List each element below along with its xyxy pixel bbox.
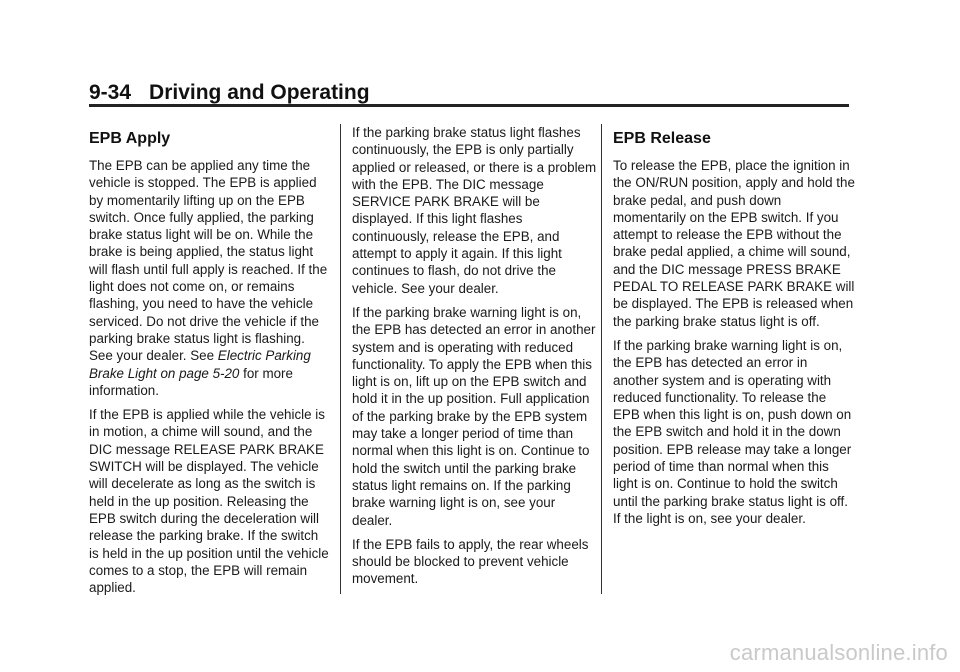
paragraph xyxy=(89,157,331,399)
column-divider xyxy=(601,124,602,594)
page-header xyxy=(89,80,849,106)
paragraph: If the parking brake warning light is on, the EPB has detected an error in another system and is operating with reduced functionality. To apply the EPB when this light is on, lift up on the EPB switch and hold it in the up position. Full application of the parking brake by the EPB system may take a longer period of time than normal when this light is on. Continue to hold the switch until the parking brake status light remains on. If the parking brake warning light is on, see your dealer. xyxy=(352,304,596,528)
page-number: 9-34 xyxy=(89,81,132,104)
paragraph: If the EPB fails to apply, the rear wheels should be blocked to prevent vehicle movement. xyxy=(352,536,589,587)
header-rule xyxy=(89,104,849,107)
watermark: carmanualsonline.info xyxy=(729,640,948,665)
column-3 xyxy=(613,124,855,534)
paragraph: If the parking brake status light flashes continuously, the EPB is only partially applied or released, or there is a problem with the EPB. The DIC message SERVICE PARK BRAKE will be displayed. If this light flashes continuously, release the EPB, and attempt to apply it again. If this light continues to flash, do not drive the vehicle. See your dealer. xyxy=(352,125,597,296)
paragraph: To release the EPB, place the ignition in the ON/RUN position, apply and hold the brake pedal, and push down momentarily on the EPB switch. If you attempt to release the EPB without the brake pedal applied, a chime will sound, and the DIC message PRESS BRAKE PEDAL TO RELEASE PARK BRAKE will be displayed. The EPB is released when the parking brake status light is off. xyxy=(613,158,855,329)
paragraph: If the EPB is applied while the vehicle is in motion, a chime will sound, and the DIC message RELEASE PARK BRAKE SWITCH will be displayed. The vehicle will decelerate as long as the switch is held in the up position. Releasing the EPB switch during the deceleration will release the parking brake. If the switch is held in the up position until the vehicle comes to a stop, the EPB will remain applied. xyxy=(89,407,329,596)
column-1 xyxy=(89,124,331,603)
column-2 xyxy=(352,124,598,595)
paragraph-text: The EPB can be applied any time the vehicle is stopped. The EPB is applied by momentarily lifting up on the EPB switch. Once fully applied, the parking brake status light will be on. While the brake is being applied, the status light will flash until full apply is reached. If the light does not come on, or remains flashing, you need to have the vehicle serviced. Do not drive the vehicle if the parking brake status light is flashing. See your dealer. See xyxy=(89,158,328,364)
section-heading-epb-release: EPB Release xyxy=(613,130,711,147)
column-divider xyxy=(340,124,341,594)
paragraph: If the parking brake warning light is on, the EPB has detected an error in another system and is operating with reduced functionality. To release the EPB when this light is on, push down on the EPB switch and hold it in the down position. EPB release may take a longer period of time than normal when this light is on. Continue to hold the switch until the parking brake status light is off. If the light is on, see your dealer. xyxy=(613,337,852,526)
chapter-title: Driving and Operating xyxy=(149,81,370,104)
paragraph-text: for more information. xyxy=(89,365,293,398)
cross-reference-link[interactable]: Electric Parking Brake Light on page 5-20 xyxy=(89,348,311,381)
section-heading-epb-apply: EPB Apply xyxy=(89,130,171,147)
